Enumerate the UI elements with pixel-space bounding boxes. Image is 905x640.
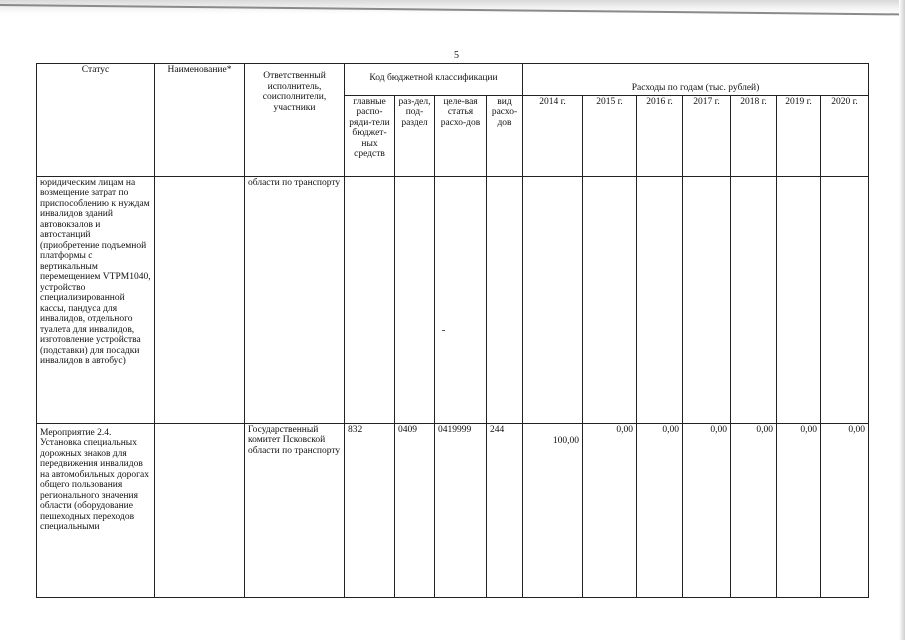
row-value-2017: 0,00 [683, 423, 731, 597]
row-section: 0409 [395, 423, 435, 597]
header-row-1 [37, 64, 869, 96]
row-value-2018: 0,00 [731, 423, 777, 597]
row-value-2018 [731, 176, 777, 423]
row-name [155, 176, 245, 423]
header-grbs: главные распо-ряди-тели бюджет-ных средств [345, 95, 395, 176]
row-responsible: Государственный комитет Псковской области по транспорту [245, 423, 345, 597]
table-row [37, 423, 869, 597]
row-value-2019: 0,00 [777, 423, 821, 597]
header-status: Статус [37, 64, 155, 177]
header-expenses: Расходы по годам (тыс. рублей) [523, 64, 869, 96]
row-value-2017 [683, 176, 731, 423]
row-status: юридическим лицам на возмещение затрат по приспособлению к нуждам инвалидов зданий автовокзалов и автостанций (приобретение подъемной платформы с вертикальным перемещением VTPM1040, устройство специализированной кассы, пандуса для инвалидов, отдельного туалета для инвалидов, изготовление устройства (подставки) для посадки инвалидов в автобус) [37, 176, 155, 423]
header-responsible: Ответственный исполнитель, соисполнители, участники [245, 64, 345, 177]
budget-table [36, 63, 869, 598]
header-year-2017: 2017 г. [683, 95, 731, 176]
row-target [435, 176, 487, 423]
row-value-2016 [637, 176, 683, 423]
header-year-2016: 2016 г. [637, 95, 683, 176]
page-number: 5 [454, 50, 459, 61]
header-year-2019: 2019 г. [777, 95, 821, 176]
row-section [395, 176, 435, 423]
row-value-2014 [523, 176, 583, 423]
row-value-2015: 0,00 [583, 423, 637, 597]
row-name [155, 423, 245, 597]
header-year-2018: 2018 г. [731, 95, 777, 176]
header-year-2020: 2020 г. [821, 95, 869, 176]
row-value-2014: 100,00 [523, 423, 583, 597]
table-row [37, 176, 869, 423]
row-responsible: области по транспорту [245, 176, 345, 423]
row-type: 244 [487, 423, 523, 597]
row-status: Мероприятие 2.4. Установка специальных дорожных знаков для передвижения инвалидов на автомобильных дорогах общего пользования регионального значения области (оборудование пешеходных переходов специальными [37, 423, 155, 597]
row-value-2016: 0,00 [637, 423, 683, 597]
row-value-2019 [777, 176, 821, 423]
header-year-2014: 2014 г. [523, 95, 583, 176]
header-year-2015: 2015 г. [583, 95, 637, 176]
header-section: раз-дел, под-раздел [395, 95, 435, 176]
header-target: целе-вая статья расхо-дов [435, 95, 487, 176]
row-target: 0419999 [435, 423, 487, 597]
row-value-2015 [583, 176, 637, 423]
scan-speck [442, 330, 445, 331]
header-budget-code: Код бюджетной классификации [345, 64, 523, 96]
row-value-2020: 0,00 [821, 423, 869, 597]
scan-shadow-right [899, 0, 905, 640]
row-value-2020 [821, 176, 869, 423]
row-grbs [345, 176, 395, 423]
row-type [487, 176, 523, 423]
header-name: Наименование* [155, 64, 245, 177]
row-grbs: 832 [345, 423, 395, 597]
header-type: вид расхо-дов [487, 95, 523, 176]
